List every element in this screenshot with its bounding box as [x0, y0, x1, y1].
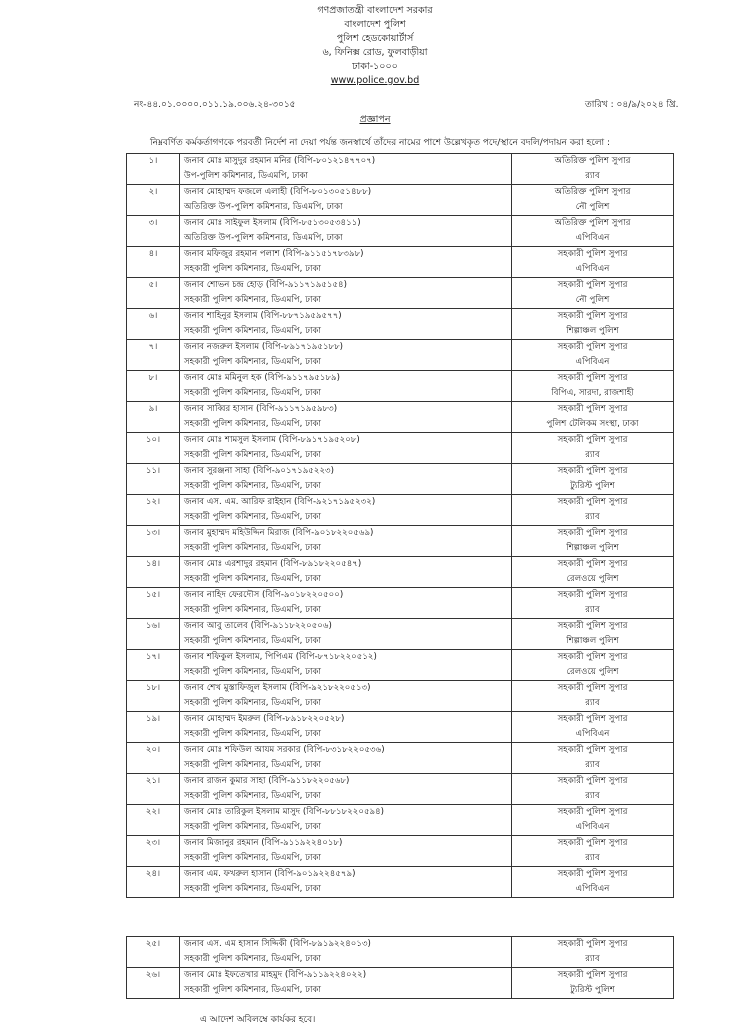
current-post: সহকারী পুলিশ কমিশনার, ডিএমপি, ঢাকা — [184, 666, 321, 677]
serial-cell — [127, 867, 180, 898]
officer-name: জনাব মোঃ ইফতেখার মাহমুদ (বিপি-৯১১৯২২৪০২২) — [184, 970, 367, 980]
serial-cell — [127, 185, 180, 216]
officer-name: জনাব মফিজুর রহমান পলাশ (বিপি-৯১১৫১৭৮৩৯৮) — [184, 249, 364, 259]
posting-cell — [512, 402, 674, 433]
serial-number: ২। — [148, 187, 158, 197]
serial-cell — [127, 619, 180, 650]
serial-cell — [127, 154, 180, 185]
officer-cell — [180, 588, 512, 619]
officer-cell — [180, 968, 512, 999]
posting-cell — [512, 867, 674, 898]
officer-cell — [180, 402, 512, 433]
header-line-hq: পুলিশ হেডকোয়ার্টার্স — [336, 33, 414, 44]
officer-name: জনাব শাহিনুর ইসলাম (বিপি-৮৮৭১৯৫৯৫৭৭) — [184, 311, 342, 321]
officer-name: জনাব মোঃ শামসুল ইসলাম (বিপি-৮৯১৭১৯৫২০৮) — [184, 435, 360, 445]
serial-cell — [127, 309, 180, 340]
officer-name: জনাব রাজন কুমার সাহা (বিপি-৯১১৮২২০৫৬৮) — [184, 776, 350, 786]
current-post: সহকারী পুলিশ কমিশনার, ডিএমপি, ঢাকা — [184, 790, 321, 801]
table-row — [127, 712, 674, 743]
posting-cell — [512, 495, 674, 526]
serial-number: ২৪। — [145, 869, 161, 879]
table-row — [127, 836, 674, 867]
serial-cell — [127, 774, 180, 805]
posting-cell — [512, 216, 674, 247]
new-designation: সহকারী পুলিশ সুপার — [557, 466, 628, 476]
serial-number: ১২। — [145, 497, 161, 507]
officer-name: জনাব আবু তালেব (বিপি-৯১১৮২২০৫০৬) — [184, 621, 332, 631]
serial-cell — [127, 836, 180, 867]
posting-cell — [512, 464, 674, 495]
table-row — [127, 805, 674, 836]
current-post: সহকারী পুলিশ কমিশনার, ডিএমপি, ঢাকা — [184, 480, 321, 491]
posting-cell — [512, 650, 674, 681]
officer-cell — [180, 712, 512, 743]
officer-name: জনাব মোঃ এরশাদুর রহমান (বিপি-৮৯১৮২২০৫৪৭) — [184, 559, 362, 569]
current-post: সহকারী পুলিশ কমিশনার, ডিএমপি, ঢাকা — [184, 953, 321, 964]
current-post: সহকারী পুলিশ কমিশনার, ডিএমপি, ঢাকা — [184, 883, 321, 894]
current-post: সহকারী পুলিশ কমিশনার, ডিএমপি, ঢাকা — [184, 821, 321, 832]
transfer-table-continued — [126, 936, 674, 999]
document-title: প্রজ্ঞাপন — [359, 114, 391, 125]
new-unit: শিল্পাঞ্চল পুলিশ — [566, 635, 619, 646]
officer-cell — [180, 340, 512, 371]
officer-cell — [180, 495, 512, 526]
new-unit: র‌্যাব — [585, 852, 600, 863]
officer-name: জনাব মিজানুর রহমান (বিপি-৯১১৯২২৪০১৮) — [184, 838, 343, 848]
current-post: সহকারী পুলিশ কমিশনার, ডিএমপি, ঢাকা — [184, 294, 321, 305]
officer-cell — [180, 619, 512, 650]
posting-cell — [512, 743, 674, 774]
serial-cell — [127, 937, 180, 968]
current-post: সহকারী পুলিশ কমিশনার, ডিএমপি, ঢাকা — [184, 759, 321, 770]
officer-name: জনাব নাহিদ ফেরদৌস (বিপি-৯০১৮২২০৫০০) — [184, 590, 344, 600]
memo-date: তারিখ : ০৪/৯/২০২৪ খ্রি. — [585, 100, 679, 110]
officer-name: জনাব শোভন চন্দ্র হোড় (বিপি-৯১১৭১৯৫১৫৪) — [184, 280, 347, 290]
serial-number: ১০। — [145, 435, 161, 445]
officer-cell — [180, 309, 512, 340]
officer-name: জনাব মুহাম্মদ মহিউদ্দিন মিরাজ (বিপি-৯০১৮২২০৫৬৯) — [184, 528, 374, 538]
new-designation: সহকারী পুলিশ সুপার — [557, 373, 628, 383]
new-unit: র‌্যাব — [585, 604, 600, 615]
serial-cell — [127, 371, 180, 402]
new-unit: র‌্যাব — [585, 511, 600, 522]
current-post: সহকারী পুলিশ কমিশনার, ডিএমপি, ঢাকা — [184, 387, 321, 398]
current-post: সহকারী পুলিশ কমিশনার, ডিএমপি, ঢাকা — [184, 263, 321, 274]
current-post: সহকারী পুলিশ কমিশনার, ডিএমপি, ঢাকা — [184, 697, 321, 708]
posting-cell — [512, 681, 674, 712]
serial-number: ২৬। — [145, 970, 161, 980]
new-unit: এপিবিএন — [575, 356, 610, 367]
serial-cell — [127, 557, 180, 588]
serial-cell — [127, 433, 180, 464]
serial-cell — [127, 968, 180, 999]
officer-cell — [180, 247, 512, 278]
new-designation: সহকারী পুলিশ সুপার — [557, 714, 628, 724]
current-post: সহকারী পুলিশ কমিশনার, ডিএমপি, ঢাকা — [184, 356, 321, 367]
new-designation: সহকারী পুলিশ সুপার — [557, 590, 628, 600]
current-post: সহকারী পুলিশ কমিশনার, ডিএমপি, ঢাকা — [184, 573, 321, 584]
officer-name: জনাব এস. এম. আরিফ রাইহান (বিপি-৯২১৭১৯৫২৩২) — [184, 497, 376, 507]
posting-cell — [512, 340, 674, 371]
new-unit: এপিবিএন — [575, 821, 610, 832]
posting-cell — [512, 309, 674, 340]
serial-cell — [127, 247, 180, 278]
posting-cell — [512, 619, 674, 650]
serial-number: ২০। — [145, 745, 161, 755]
table-row — [127, 743, 674, 774]
serial-number: ৪। — [148, 249, 158, 259]
current-post: সহকারী পুলিশ কমিশনার, ডিএমপি, ঢাকা — [184, 325, 321, 336]
table-row — [127, 278, 674, 309]
current-post: উপ-পুলিশ কমিশনার, ডিএমপি, ঢাকা — [184, 170, 308, 181]
new-designation: সহকারী পুলিশ সুপার — [557, 807, 628, 817]
officer-cell — [180, 937, 512, 968]
serial-cell — [127, 278, 180, 309]
posting-cell — [512, 557, 674, 588]
posting-cell — [512, 185, 674, 216]
new-unit: পুলিশ টেলিকম সংস্থা, ঢাকা — [546, 418, 639, 429]
officer-name: জনাব এস. এম হাসান সিদ্দিকী (বিপি-৮৯১৯২২৪০১৩) — [184, 939, 371, 949]
posting-cell — [512, 937, 674, 968]
serial-number: ১৪। — [145, 559, 161, 569]
posting-cell — [512, 278, 674, 309]
new-designation: সহকারী পুলিশ সুপার — [557, 249, 628, 259]
header-line-city: ঢাকা-১০০০ — [352, 61, 398, 72]
table-row — [127, 681, 674, 712]
officer-cell — [180, 743, 512, 774]
new-designation: সহকারী পুলিশ সুপার — [557, 838, 628, 848]
serial-cell — [127, 340, 180, 371]
serial-number: ২১। — [145, 776, 161, 786]
serial-number: ১৭। — [145, 652, 161, 662]
new-unit: র‌্যাব — [585, 449, 600, 460]
posting-cell — [512, 433, 674, 464]
header-line-govt: গণপ্রজাতন্ত্রী বাংলাদেশ সরকার — [317, 5, 433, 16]
table-row — [127, 867, 674, 898]
posting-cell — [512, 371, 674, 402]
current-post: সহকারী পুলিশ কমিশনার, ডিএমপি, ঢাকা — [184, 852, 321, 863]
table-row — [127, 402, 674, 433]
officer-name: জনাব শফিকুল ইসলাম, পিপিএম (বিপি-৮৭১৮২২০৫১২) — [184, 652, 377, 662]
officer-cell — [180, 805, 512, 836]
serial-number: ৬। — [148, 311, 158, 321]
new-unit: শিল্পাঞ্চল পুলিশ — [566, 542, 619, 553]
officer-cell — [180, 371, 512, 402]
table-row — [127, 495, 674, 526]
posting-cell — [512, 774, 674, 805]
new-designation: সহকারী পুলিশ সুপার — [557, 683, 628, 693]
serial-number: ৩। — [148, 218, 158, 228]
new-unit: র‌্যাব — [585, 170, 600, 181]
officer-cell — [180, 526, 512, 557]
table-row — [127, 185, 674, 216]
new-designation: সহকারী পুলিশ সুপার — [557, 528, 628, 538]
letterhead — [0, 4, 750, 88]
new-unit: র‌্যাব — [585, 697, 600, 708]
table-row — [127, 247, 674, 278]
officer-cell — [180, 464, 512, 495]
new-unit: এপিবিএন — [575, 883, 610, 894]
officer-cell — [180, 681, 512, 712]
new-unit: ট্যুরিস্ট পুলিশ — [570, 480, 615, 491]
officer-name: জনাব মোহাম্মদ ইমরুল (বিপি-৮৯১৮২২০৫২৮) — [184, 714, 345, 724]
posting-cell — [512, 712, 674, 743]
memo-number: নং-৪৪.০১.০০০০.০১১.১৯.০০৬.২৪-৩০১৫ — [134, 100, 296, 110]
new-unit: র‌্যাব — [585, 759, 600, 770]
new-unit: নৌ পুলিশ — [575, 201, 610, 212]
officer-cell — [180, 216, 512, 247]
serial-number: ১৮। — [145, 683, 161, 693]
officer-name: জনাব নজরুল ইসলাম (বিপি-৮৯১৭১৯৫১৮৮) — [184, 342, 344, 352]
new-unit: রেলওয়ে পুলিশ — [566, 666, 619, 677]
officer-cell — [180, 278, 512, 309]
officer-name: জনাব শেখ মুস্তাফিজুল ইসলাম (বিপি-৯২১৮২২০৫১৩) — [184, 683, 371, 693]
new-designation: সহকারী পুলিশ সুপার — [557, 435, 628, 445]
officer-cell — [180, 185, 512, 216]
serial-number: ১৫। — [145, 590, 161, 600]
new-unit: এপিবিএন — [575, 232, 610, 243]
new-unit: বিপিএ, সারদা, রাজশাহী — [551, 387, 634, 398]
new-designation: সহকারী পুলিশ সুপার — [557, 342, 628, 352]
serial-cell — [127, 712, 180, 743]
new-designation: সহকারী পুলিশ সুপার — [557, 280, 628, 290]
serial-number: ৮। — [148, 373, 158, 383]
serial-cell — [127, 681, 180, 712]
serial-number: ২৩। — [145, 838, 161, 848]
table-row — [127, 588, 674, 619]
table-row — [127, 557, 674, 588]
serial-cell — [127, 743, 180, 774]
new-designation: সহকারী পুলিশ সুপার — [557, 776, 628, 786]
new-unit: ট্যুরিস্ট পুলিশ — [570, 984, 615, 995]
serial-cell — [127, 526, 180, 557]
new-designation: অতিরিক্ত পুলিশ সুপার — [554, 218, 631, 228]
new-unit: এপিবিএন — [575, 728, 610, 739]
serial-number: ১। — [148, 156, 158, 166]
serial-number: ২৫। — [145, 939, 161, 949]
current-post: সহকারী পুলিশ কমিশনার, ডিএমপি, ঢাকা — [184, 449, 321, 460]
table-row — [127, 340, 674, 371]
new-designation: সহকারী পুলিশ সুপার — [557, 652, 628, 662]
serial-cell — [127, 402, 180, 433]
current-post: সহকারী পুলিশ কমিশনার, ডিএমপি, ঢাকা — [184, 418, 321, 429]
serial-number: ১৬। — [145, 621, 161, 631]
officer-name: জনাব এম. ফখরুল হাসান (বিপি-৯০১৯২২৪৫৭৯) — [184, 869, 356, 879]
table-row — [127, 309, 674, 340]
serial-number: ১৩। — [145, 528, 161, 538]
new-designation: সহকারী পুলিশ সুপার — [557, 970, 628, 980]
new-unit: র‌্যাব — [585, 953, 600, 964]
new-designation: সহকারী পুলিশ সুপার — [557, 745, 628, 755]
officer-cell — [180, 867, 512, 898]
new-designation: সহকারী পুলিশ সুপার — [557, 869, 628, 879]
officer-name: জনাব মোঃ মাসুদুর রহমান মনির (বিপি-৮০১২১৪৭৭০৭) — [184, 156, 376, 166]
officer-name: জনাব মোহাম্মদ ফজলে এলাহী (বিপি-৮০১৩০৫১৪৮৮) — [184, 187, 372, 197]
table-row — [127, 464, 674, 495]
officer-cell — [180, 650, 512, 681]
new-designation: সহকারী পুলিশ সুপার — [557, 621, 628, 631]
table-row — [127, 154, 674, 185]
table-row — [127, 968, 674, 999]
serial-cell — [127, 495, 180, 526]
closing-order: এ আদেশ অবিলম্বে কার্যকর হবে। — [200, 1015, 316, 1025]
new-designation: অতিরিক্ত পুলিশ সুপার — [554, 156, 631, 166]
officer-name: জনাব মোঃ মমিনুল হক (বিপি-৯১১৭৯৫১৮৯) — [184, 373, 340, 383]
serial-number: ৫। — [148, 280, 158, 290]
officer-cell — [180, 433, 512, 464]
serial-cell — [127, 650, 180, 681]
current-post: অতিরিক্ত উপ-পুলিশ কমিশনার, ডিএমপি, ঢাকা — [184, 232, 343, 243]
posting-cell — [512, 805, 674, 836]
serial-number: ৭। — [148, 342, 158, 352]
officer-name: জনাব মোঃ তারিকুল ইসলাম মাসুদ (বিপি-৮৮১৮২২০৫৯৪) — [184, 807, 385, 817]
table-row — [127, 774, 674, 805]
new-designation: সহকারী পুলিশ সুপার — [557, 559, 628, 569]
posting-cell — [512, 154, 674, 185]
posting-cell — [512, 968, 674, 999]
posting-cell — [512, 247, 674, 278]
posting-cell — [512, 588, 674, 619]
new-unit: শিল্পাঞ্চল পুলিশ — [566, 325, 619, 336]
officer-cell — [180, 774, 512, 805]
table-row — [127, 433, 674, 464]
officer-name: জনাব সাব্বির হাসান (বিপি-৯১১৭১৯৫৯৮৩) — [184, 404, 338, 414]
new-designation: সহকারী পুলিশ সুপার — [557, 939, 628, 949]
header-line-police: বাংলাদেশ পুলিশ — [344, 19, 406, 30]
website-link[interactable]: www.police.gov.bd — [330, 75, 420, 86]
current-post: সহকারী পুলিশ কমিশনার, ডিএমপি, ঢাকা — [184, 511, 321, 522]
serial-cell — [127, 588, 180, 619]
officer-name: জনাব মোঃ শফিউল আযম সরকার (বিপি-৮৩১৮২২০৫৩৬) — [184, 745, 385, 755]
new-designation: সহকারী পুলিশ সুপার — [557, 311, 628, 321]
serial-number: ১১। — [145, 466, 161, 476]
serial-number: ১৯। — [145, 714, 161, 724]
current-post: সহকারী পুলিশ কমিশনার, ডিএমপি, ঢাকা — [184, 604, 321, 615]
intro-text: নিম্নবর্ণিত কর্মকর্তাগণকে পরবর্তী নির্দেশ না দেয়া পর্যন্ত জনস্বার্থে তাঁদের নামের পাশে উল্লেখকৃত পদে/স্থানে বদলি/পদায়ন করা হলো : — [150, 138, 611, 148]
table-row — [127, 619, 674, 650]
table-row — [127, 371, 674, 402]
posting-cell — [512, 836, 674, 867]
table-row — [127, 526, 674, 557]
serial-number: ৯। — [148, 404, 158, 414]
current-post: অতিরিক্ত উপ-পুলিশ কমিশনার, ডিএমপি, ঢাকা — [184, 201, 343, 212]
new-designation: সহকারী পুলিশ সুপার — [557, 497, 628, 507]
current-post: সহকারী পুলিশ কমিশনার, ডিএমপি, ঢাকা — [184, 984, 321, 995]
officer-name: জনাব সুরঞ্জনা সাহা (বিপি-৯০১৭১৯৫২২৩) — [184, 466, 334, 476]
posting-cell — [512, 526, 674, 557]
serial-cell — [127, 464, 180, 495]
officer-cell — [180, 836, 512, 867]
new-unit: র‌্যাব — [585, 790, 600, 801]
new-designation: সহকারী পুলিশ সুপার — [557, 404, 628, 414]
new-unit: নৌ পুলিশ — [575, 294, 610, 305]
new-designation: অতিরিক্ত পুলিশ সুপার — [554, 187, 631, 197]
table-row — [127, 937, 674, 968]
new-unit: রেলওয়ে পুলিশ — [566, 573, 619, 584]
table-row — [127, 650, 674, 681]
current-post: সহকারী পুলিশ কমিশনার, ডিএমপি, ঢাকা — [184, 542, 321, 553]
new-unit: এপিবিএন — [575, 263, 610, 274]
table-row — [127, 216, 674, 247]
transfer-table — [126, 153, 674, 898]
header-line-road: ৬, ফিনিক্স রোড, ফুলবাড়ীয়া — [322, 47, 428, 58]
officer-cell — [180, 154, 512, 185]
officer-name: জনাব মোঃ সাইফুল ইসলাম (বিপি-৮৫১৩০৫৩৪১১) — [184, 218, 361, 228]
current-post: সহকারী পুলিশ কমিশনার, ডিএমপি, ঢাকা — [184, 728, 321, 739]
officer-cell — [180, 557, 512, 588]
serial-cell — [127, 805, 180, 836]
serial-number: ২২। — [145, 807, 161, 817]
current-post: সহকারী পুলিশ কমিশনার, ডিএমপি, ঢাকা — [184, 635, 321, 646]
serial-cell — [127, 216, 180, 247]
